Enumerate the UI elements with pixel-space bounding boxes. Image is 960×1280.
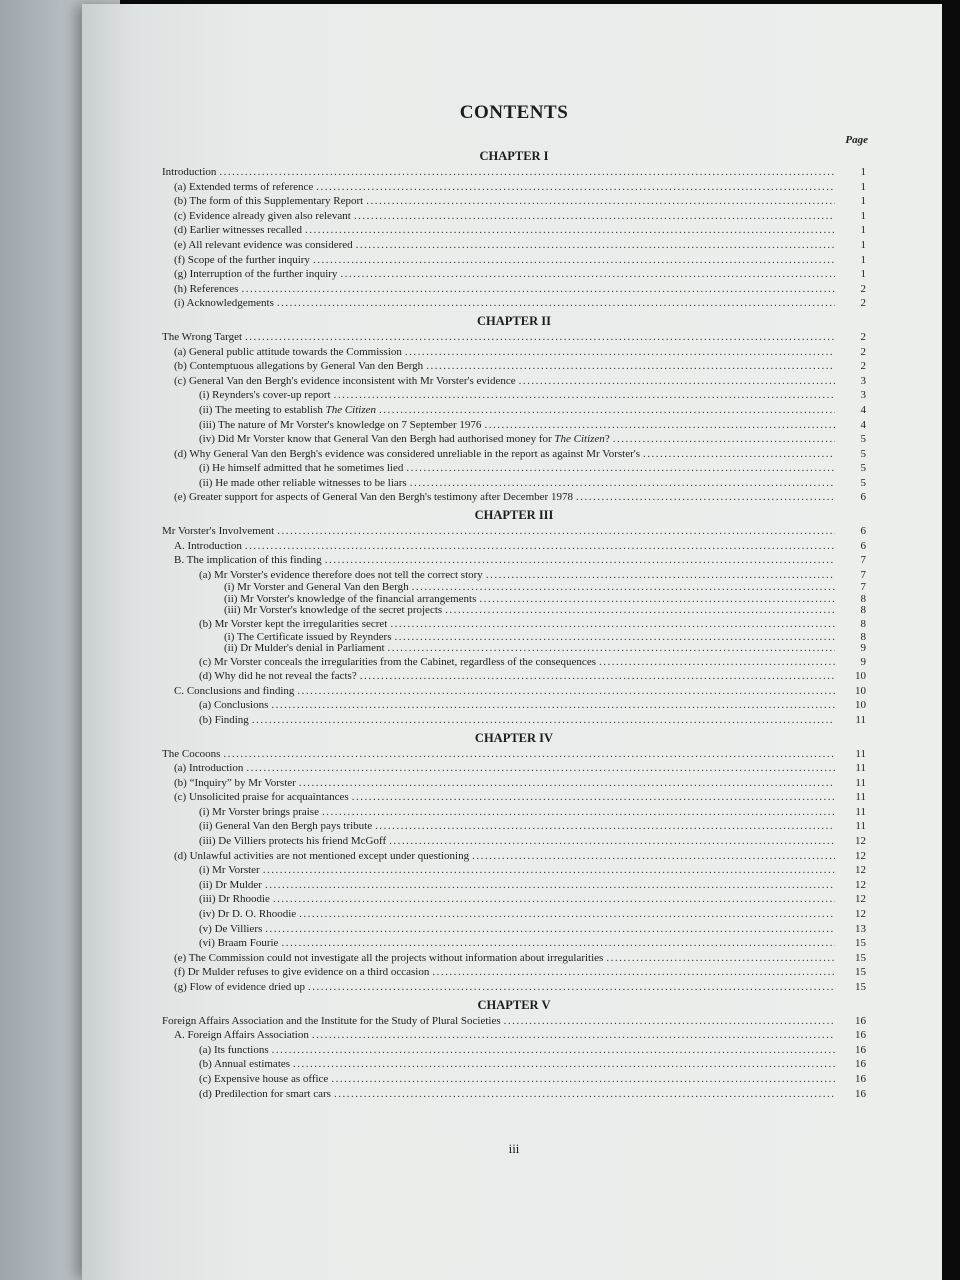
toc-entry-page: 1 — [860, 224, 866, 237]
toc-entry — [162, 863, 866, 878]
toc-entry-page: 7 — [860, 568, 866, 581]
toc-entry-label: (b) The form of this Supplementary Report — [174, 195, 364, 208]
dot-leader — [375, 819, 835, 834]
dot-leader — [245, 330, 835, 345]
toc-entry-page: 5 — [860, 462, 866, 475]
toc-entry-label: (i) He himself admitted that he sometimes lied — [199, 462, 404, 475]
dot-leader — [297, 684, 835, 699]
toc-entry-label: (e) Greater support for aspects of General Van den Bergh's testimony after December 1978 — [174, 491, 573, 504]
toc-entry — [162, 1043, 866, 1058]
page-column-label: Page — [845, 134, 868, 146]
dot-leader — [273, 892, 835, 907]
dot-leader — [366, 194, 835, 209]
dot-leader — [265, 878, 835, 893]
toc-entry — [162, 223, 866, 238]
dot-leader — [245, 539, 835, 554]
toc-entry-page: 16 — [855, 1058, 866, 1071]
dot-leader — [356, 238, 835, 253]
toc-entry-label: A. Foreign Affairs Association — [174, 1029, 309, 1042]
toc-entry-page: 1 — [860, 238, 866, 251]
toc-entry-page: 2 — [860, 330, 866, 343]
toc-entry — [162, 643, 866, 655]
toc-entry — [162, 296, 866, 311]
toc-entry-label: (c) General Van den Bergh's evidence inconsistent with Mr Vorster's evidence — [174, 374, 516, 387]
toc-entry-label: (i) Acknowledgements — [174, 297, 274, 310]
chapter-heading: CHAPTER V — [477, 997, 551, 1012]
toc-entry — [162, 238, 866, 253]
toc-entry-page: 4 — [860, 403, 866, 416]
toc-entry-page: 12 — [855, 835, 866, 848]
dot-leader — [281, 936, 835, 951]
toc-entry-page: 6 — [860, 539, 866, 552]
toc-entry — [162, 267, 866, 282]
toc-entry-label: (d) Why General Van den Bergh's evidence was considered unreliable in the report as against Mr Vorster's — [174, 447, 641, 460]
toc-entry — [162, 684, 866, 699]
dot-leader — [426, 359, 835, 374]
dot-leader — [406, 461, 835, 476]
toc-entry — [162, 194, 866, 209]
toc-entry-label: (b) Mr Vorster kept the irregularities secret — [199, 617, 388, 630]
dot-leader — [432, 965, 835, 980]
toc-entry-page: 4 — [860, 418, 866, 431]
toc-entry — [162, 936, 866, 951]
toc-entry-page: 8 — [860, 630, 866, 643]
toc-entry-label: (iii) The nature of Mr Vorster's knowledge on 7 September 1976 — [199, 418, 482, 431]
dot-leader — [334, 388, 835, 403]
toc-entry-page: 1 — [860, 166, 866, 178]
toc-entry-page: 7 — [860, 554, 866, 567]
toc-entry — [162, 834, 866, 849]
dot-leader — [312, 1028, 835, 1043]
toc-entry-page: 15 — [855, 966, 866, 979]
dot-leader — [340, 267, 835, 282]
toc-entry — [162, 655, 866, 670]
toc-entry-label: (f) Scope of the further inquiry — [174, 253, 310, 266]
toc-entry — [162, 490, 866, 505]
toc-entry — [162, 819, 866, 834]
toc-entry-page: 7 — [860, 581, 866, 594]
toc-entry-label: (ii) Dr Mulder — [199, 878, 262, 891]
toc-entry-label: (i) Mr Vorster brings praise — [199, 805, 319, 818]
toc-entry-label: (i) Mr Vorster and General Van den Bergh — [224, 581, 409, 594]
page-number-footer: iii — [508, 1141, 520, 1156]
toc-entry-label: (d) Unlawful activities are not mentioned except under questioning — [174, 849, 470, 862]
toc-entry-page: 10 — [855, 670, 866, 683]
dot-leader — [486, 568, 835, 583]
toc-entry — [162, 1072, 866, 1087]
toc-entry-label: B. The implication of this finding — [174, 554, 322, 567]
toc-entry-label: (g) Flow of evidence dried up — [174, 981, 306, 993]
dot-leader — [246, 761, 835, 776]
dot-leader — [293, 1057, 835, 1072]
toc-entry-label: (ii) The meeting to establish The Citizen — [199, 403, 376, 416]
toc-entry-label: (ii) Dr Mulder's denial in Parliament — [224, 642, 385, 655]
toc-entry — [162, 568, 866, 583]
toc-entry-page: 6 — [860, 525, 866, 538]
toc-entry-page: 2 — [860, 345, 866, 358]
toc-entry-page: 11 — [855, 776, 866, 789]
toc-entry-page: 1 — [860, 180, 866, 193]
toc-entry-page: 16 — [855, 1072, 866, 1085]
toc-entry-page: 5 — [860, 447, 866, 460]
dot-leader — [325, 553, 835, 568]
dot-leader — [316, 180, 835, 195]
toc-entry-label: (iii) Mr Vorster's knowledge of the secret projects — [224, 604, 443, 617]
toc-entry-page: 2 — [860, 360, 866, 373]
toc-entry — [162, 805, 866, 820]
dot-leader — [277, 524, 835, 539]
dot-leader — [322, 805, 835, 820]
toc-entry-page: 10 — [855, 684, 866, 697]
toc-entry-page: 2 — [860, 297, 866, 310]
toc-entry-label: (b) Finding — [199, 713, 249, 726]
toc-entry-label: (d) Earlier witnesses recalled — [174, 224, 302, 237]
toc-entry-page: 3 — [860, 389, 866, 402]
dot-leader — [410, 476, 835, 491]
toc-entry — [162, 790, 866, 805]
toc-entry-page: 15 — [855, 981, 866, 993]
toc-entry-page: 1 — [860, 195, 866, 208]
dot-leader — [352, 790, 835, 805]
toc-entry-label: The Wrong Target — [162, 330, 243, 343]
toc-entry — [162, 418, 866, 433]
toc-entry-label: Mr Vorster's Involvement — [162, 525, 275, 538]
toc-entry-page: 12 — [855, 878, 866, 891]
chapter-heading: CHAPTER II — [477, 313, 551, 328]
toc-entry — [162, 165, 866, 180]
dot-leader — [331, 1072, 835, 1087]
toc-entry — [162, 374, 866, 389]
toc-entry — [162, 461, 866, 476]
dot-leader — [643, 447, 835, 462]
toc-entry-page: 15 — [855, 951, 866, 964]
toc-entry-label: (vi) Braam Fourie — [199, 937, 279, 950]
dot-leader — [263, 863, 835, 878]
dot-leader — [576, 490, 835, 505]
dot-leader — [219, 165, 835, 180]
toc-entry-label: (f) Dr Mulder refuses to give evidence on a third occasion — [174, 966, 430, 979]
toc-entry — [162, 553, 866, 568]
toc-entry-page: 10 — [855, 699, 866, 712]
toc-entry-label: (c) Evidence already given also relevant — [174, 209, 351, 222]
toc-entry-label: (a) Conclusions — [199, 699, 269, 712]
toc-entry — [162, 524, 866, 539]
toc-entry — [162, 1014, 866, 1029]
dot-leader — [299, 776, 835, 791]
toc-entry-page: 12 — [855, 908, 866, 921]
toc-entry-label: (a) Introduction — [174, 762, 244, 775]
toc-entry-label: (d) Why did he not reveal the facts? — [199, 670, 357, 683]
dot-leader — [519, 374, 835, 389]
toc-entry — [162, 345, 866, 360]
toc-entry-page: 16 — [855, 1029, 866, 1042]
dot-leader — [271, 698, 835, 713]
dot-leader — [334, 1087, 835, 1102]
dot-leader — [277, 296, 835, 311]
toc-entry — [162, 180, 866, 195]
toc-entry-label: Introduction — [162, 166, 217, 178]
toc-entry — [162, 698, 866, 713]
toc-entry-label: (b) Contemptuous allegations by General Van den Bergh — [174, 360, 424, 373]
dot-leader — [265, 922, 835, 937]
toc-entry-page: 15 — [855, 937, 866, 950]
table-of-contents — [162, 100, 866, 1101]
toc-entry — [162, 878, 866, 893]
toc-entry-label: (a) General public attitude towards the Commission — [174, 345, 402, 358]
toc-entry-page: 12 — [855, 893, 866, 906]
toc-entry-page: 11 — [855, 791, 866, 804]
toc-entry-page: 1 — [860, 268, 866, 281]
toc-entry — [162, 965, 866, 980]
chapter-heading: CHAPTER IV — [474, 730, 554, 745]
dot-leader — [472, 849, 835, 864]
toc-entry-label: (ii) He made other reliable witnesses to be liars — [199, 476, 407, 489]
toc-entry-page: 11 — [855, 820, 866, 833]
chapter-heading: CHAPTER I — [479, 149, 549, 163]
toc-entry — [162, 713, 866, 728]
toc-entry — [162, 1087, 866, 1102]
toc-entry-page: 16 — [855, 1043, 866, 1056]
toc-entry-page: 16 — [855, 1087, 866, 1100]
toc-entry — [162, 605, 866, 617]
dot-leader — [504, 1014, 835, 1029]
toc-entry-page: 2 — [860, 282, 866, 295]
toc-entry-page: 11 — [855, 805, 866, 818]
dot-leader — [354, 209, 835, 224]
toc-entry-page: 11 — [855, 762, 866, 775]
toc-entry-label: (a) Its functions — [199, 1043, 269, 1056]
toc-entry-page: 11 — [855, 747, 866, 760]
toc-entry — [162, 1057, 866, 1072]
dot-leader — [613, 432, 835, 447]
toc-entry-page: 11 — [855, 713, 866, 726]
toc-entry-page: 16 — [855, 1014, 866, 1027]
dot-leader — [272, 1043, 835, 1058]
dot-leader — [445, 605, 835, 617]
toc-entry-label: (iii) De Villiers protects his friend McGoff — [199, 835, 387, 848]
toc-entry-label: (i) The Certificate issued by Reynders — [224, 630, 392, 643]
toc-entry — [162, 951, 866, 966]
page-title: CONTENTS — [459, 102, 569, 123]
dot-leader — [223, 747, 835, 762]
dot-leader — [484, 418, 835, 433]
toc-entry-label: (i) Reynders's cover-up report — [199, 389, 331, 402]
dot-leader — [313, 253, 835, 268]
dot-leader — [395, 632, 836, 644]
toc-entry — [162, 617, 866, 632]
toc-entry-page: 13 — [855, 922, 866, 935]
dot-leader — [599, 655, 835, 670]
toc-entry-label: (ii) General Van den Bergh pays tribute — [199, 820, 373, 833]
toc-entry-page: 12 — [855, 849, 866, 862]
toc-entry-label: (iv) Did Mr Vorster know that General Van den Bergh had authorised money for The Citizen? — [199, 433, 610, 446]
toc-entry-label: A. Introduction — [174, 539, 242, 552]
toc-entry-label: (c) Expensive house as office — [199, 1072, 329, 1085]
toc-entry-label: (i) Mr Vorster — [199, 864, 260, 877]
toc-entry-label: (g) Interruption of the further inquiry — [174, 268, 338, 281]
dot-leader — [299, 907, 835, 922]
dot-leader — [479, 594, 835, 606]
dot-leader — [305, 223, 835, 238]
toc-entry — [162, 1028, 866, 1043]
toc-entry-page: 8 — [860, 592, 866, 605]
dot-leader — [390, 617, 835, 632]
dot-leader — [606, 951, 835, 966]
toc-entry-label: (b) “Inquiry” by Mr Vorster — [174, 776, 296, 789]
toc-entry — [162, 253, 866, 268]
toc-entry-label: (e) All relevant evidence was considered — [174, 238, 353, 251]
dot-leader — [388, 643, 835, 655]
toc-entry — [162, 403, 866, 418]
toc-entry-label: C. Conclusions and finding — [174, 684, 295, 697]
toc-entry — [162, 330, 866, 345]
toc-entry-page: 9 — [860, 642, 866, 655]
toc-entry — [162, 761, 866, 776]
toc-entry — [162, 432, 866, 447]
toc-entry-page: 12 — [855, 864, 866, 877]
toc-entry-label: (a) Extended terms of reference — [174, 180, 314, 193]
dot-leader — [379, 403, 835, 418]
toc-entry — [162, 282, 866, 297]
toc-entry-page: 8 — [860, 617, 866, 630]
dot-leader — [360, 669, 835, 684]
toc-entry-page: 8 — [860, 604, 866, 617]
toc-entry — [162, 669, 866, 684]
toc-entry-page: 1 — [860, 209, 866, 222]
chapter-heading: CHAPTER III — [474, 508, 554, 523]
toc-entry-label: (a) Mr Vorster's evidence therefore does not tell the correct story — [199, 568, 483, 581]
toc-entry-label: Foreign Affairs Association and the Institute for the Study of Plural Societies — [162, 1014, 501, 1027]
toc-entry — [162, 922, 866, 937]
dot-leader — [241, 282, 835, 297]
toc-entry — [162, 747, 866, 762]
toc-entry — [162, 892, 866, 907]
toc-entry-label: (iii) Dr Rhoodie — [199, 893, 270, 906]
toc-entry-page: 9 — [860, 655, 866, 668]
dot-leader — [252, 713, 835, 728]
toc-entry — [162, 980, 866, 995]
toc-entry-label: (h) References — [174, 282, 239, 295]
dot-leader — [308, 980, 835, 995]
toc-entry-label: (b) Annual estimates — [199, 1058, 291, 1071]
toc-entry-page: 5 — [860, 433, 866, 446]
toc-entry — [162, 776, 866, 791]
dot-leader — [405, 345, 835, 360]
toc-entry — [162, 209, 866, 224]
toc-entry-page: 5 — [860, 476, 866, 489]
toc-entry-label: (e) The Commission could not investigate all the projects without information about irregularities — [174, 951, 604, 964]
toc-entry — [162, 849, 866, 864]
toc-entry — [162, 476, 866, 491]
toc-entry-label: (ii) Mr Vorster's knowledge of the financial arrangements — [224, 592, 477, 605]
toc-entry — [162, 359, 866, 374]
toc-entry-page: 3 — [860, 374, 866, 387]
toc-entry-label: (iv) Dr D. O. Rhoodie — [199, 908, 297, 921]
toc-entry-label: (c) Mr Vorster conceals the irregularities from the Cabinet, regardless of the consequences — [199, 655, 596, 668]
toc-entry — [162, 388, 866, 403]
toc-entry-label: The Cocoons — [162, 747, 221, 760]
toc-entry — [162, 447, 866, 462]
toc-entry-page: 1 — [860, 253, 866, 266]
toc-entry-label: (c) Unsolicited praise for acquaintances — [174, 791, 349, 804]
toc-entry-page: 6 — [860, 491, 866, 504]
toc-entry-label: (d) Predilection for smart cars — [199, 1087, 331, 1100]
toc-entry — [162, 539, 866, 554]
dot-leader — [389, 834, 835, 849]
toc-entry-label: (v) De Villiers — [199, 922, 263, 935]
toc-entry — [162, 907, 866, 922]
